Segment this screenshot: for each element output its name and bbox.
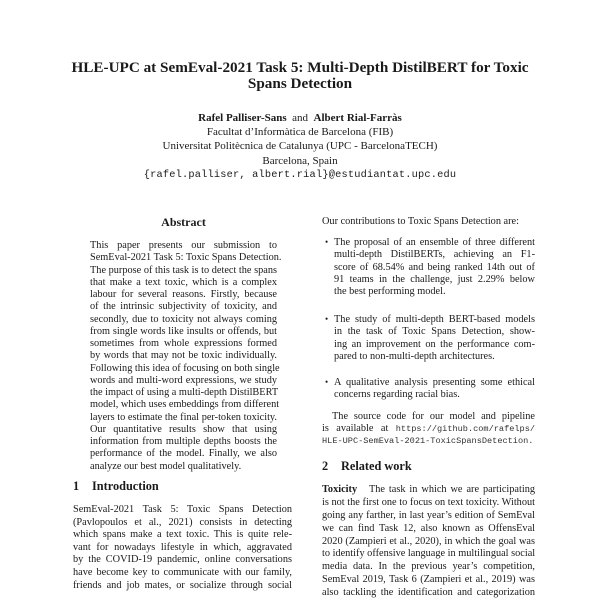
paper-title xyxy=(0,60,600,92)
text-line: performance of the model. Finally, we also xyxy=(90,448,277,460)
text-line: 2020 (Zampieri et al., 2020), in which the goal was xyxy=(322,535,535,547)
text-line: from single words like insults or offends, but xyxy=(90,325,277,337)
text-line: model, which uses embeddings from different xyxy=(90,399,280,411)
contribution-bullet xyxy=(325,377,535,402)
text-line: analyze our best model qualitatively. xyxy=(90,460,242,472)
text-line: by words that may not be toxic individually. xyxy=(90,350,277,362)
bullet-icon: • xyxy=(325,314,329,324)
text-line: layers to estimate the final per-token toxicity. xyxy=(90,411,277,423)
affiliation-line: Facultat d’Informàtica de Barcelona (FIB) xyxy=(206,126,394,139)
run-in-heading: Toxicity xyxy=(322,484,358,495)
text-line: score of 68.54% and being ranked 14th out of xyxy=(334,261,535,273)
text-line: we can find Task 12, also known as OffensEval xyxy=(322,522,535,534)
text-line: The proposal of an ensemble of three different xyxy=(334,237,535,248)
text-line: is not the first one to focus on text toxicity. Without xyxy=(322,496,535,508)
text-line xyxy=(322,423,535,435)
contribution-bullet xyxy=(325,237,535,298)
title-line: HLE-UPC at SemEval-2021 Task 5: Multi-Depth DistilBERT for Toxic xyxy=(71,59,529,76)
author-email: {rafel.palliser, albert.rial}@estudiantat.upc.edu xyxy=(143,168,457,181)
author-names xyxy=(0,111,600,125)
text-line: have become key to communicate with our family, xyxy=(73,566,292,578)
affiliation-line: Universitat Politècnica de Catalunya (UPC - BarcelonaTECH) xyxy=(162,140,438,153)
text-line: by the COVID-19 pandemic, online conversations xyxy=(73,554,292,566)
section-title: Introduction xyxy=(92,479,159,493)
title-line: Spans Detection xyxy=(247,75,353,92)
section-heading-related-work xyxy=(322,459,412,474)
author-conjunction: and xyxy=(292,112,309,124)
text-line: going any farther, in last year’s edition of SemEval xyxy=(322,509,535,521)
text-line: labour for several reasons. Firstly, because xyxy=(90,289,277,300)
repository-link[interactable]: https://github.com/rafelps/ xyxy=(395,424,536,434)
text-line: media data. In the previous year’s competition, xyxy=(322,561,535,573)
section-number: 2 xyxy=(322,459,329,473)
section-heading-introduction xyxy=(73,479,159,494)
text-line: concerns regarding racial bias. xyxy=(334,389,460,401)
text-line: The purpose of this task is to detect the spans xyxy=(90,264,277,276)
text-line: SemEval-2021 Task 5: Toxic Spans Detection. xyxy=(90,252,282,264)
text-line: The study of multi-depth BERT-based models xyxy=(334,314,535,325)
text-line: secondly, due to toxicity not always coming xyxy=(90,313,277,325)
text-line: vant for nowadays lifestyle in which, aggravated xyxy=(73,541,292,553)
text-line: in the task of Toxic Spans Detection, show- xyxy=(334,326,535,338)
text-line: A qualitative analysis presenting some ethical xyxy=(334,377,535,388)
text-line xyxy=(322,484,535,497)
text-line: sometimes from whole expressions formed xyxy=(90,338,277,349)
text-line: ing an improvement on the performance com- xyxy=(334,338,535,350)
text-line: multi-depth DistilBERTs, achieving an F1- xyxy=(334,249,535,261)
text-fragment: is available at xyxy=(322,423,389,434)
repository-link[interactable]: HLE-UPC-SemEval-2021-ToxicSpansDetection. xyxy=(322,436,534,446)
contributions-intro xyxy=(322,216,535,228)
text-line: SemEval 2019, Task 6 (Zampieri et al., 2019) was xyxy=(322,574,535,586)
text-line xyxy=(322,435,535,447)
text-line: Our contributions to Toxic Spans Detection are: xyxy=(322,216,519,227)
section-number: 1 xyxy=(73,479,80,493)
author-block xyxy=(0,111,600,182)
section-title: Related work xyxy=(341,459,412,473)
text-line: the best performing model. xyxy=(334,286,446,298)
text-line: friends and job mates, or socialize through social xyxy=(73,579,292,591)
text-fragment: The task in which we are participating xyxy=(368,484,535,495)
text-line: information from multiple depths boosts the xyxy=(90,436,277,447)
text-line: the impact of using a multi-depth DistilBERT xyxy=(90,387,279,398)
text-line: to identify offensive language in multilingual social xyxy=(322,548,536,560)
contribution-bullet xyxy=(325,314,535,363)
related-work-lines xyxy=(322,497,535,600)
text-line: The source code for our model and pipeline xyxy=(332,411,535,422)
text-line: of the intrinsic subjectivity of toxicity, and xyxy=(90,301,277,313)
text-line: This paper presents our submission to xyxy=(90,240,277,251)
text-line: words and multi-word expressions, we study xyxy=(90,374,277,386)
text-line: Following this idea of focusing on both single xyxy=(90,362,280,374)
text-line: 91 teams in the challenge, just 2.29% below xyxy=(334,273,535,285)
text-line: which spans make a text toxic. This is quite rele- xyxy=(73,529,292,541)
text-line: Our quantitative results show that using xyxy=(90,423,277,435)
source-code-paragraph xyxy=(322,411,535,447)
text-line: SemEval-2021 Task 5: Toxic Spans Detection xyxy=(73,504,292,515)
bullet-icon: • xyxy=(325,377,329,387)
affiliation-line: Barcelona, Spain xyxy=(262,154,338,167)
abstract-heading: Abstract xyxy=(161,215,206,229)
text-line: that make a text toxic, which is a complex xyxy=(90,276,277,288)
text-line: also tackling the identification and categorization xyxy=(322,587,535,599)
author-name: Rafel Palliser-Sans xyxy=(198,112,287,124)
related-work-body xyxy=(322,484,535,600)
text-line: (Pavlopoulos et al., 2021) consists in detecting xyxy=(73,516,292,528)
introduction-body xyxy=(73,504,292,592)
bullet-icon: • xyxy=(325,237,329,247)
abstract-body xyxy=(90,240,282,473)
text-line: pared to non-multi-depth architectures. xyxy=(334,350,495,362)
author-name: Albert Rial-Farràs xyxy=(313,112,402,124)
